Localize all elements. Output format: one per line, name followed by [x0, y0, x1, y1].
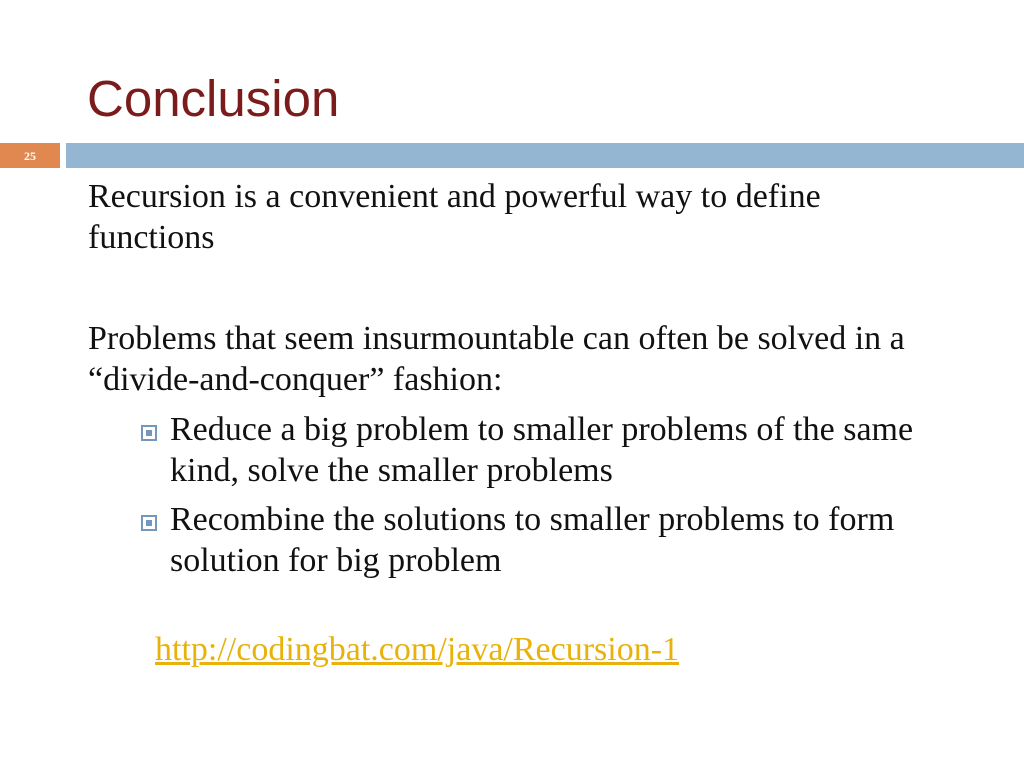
bullet-line: Recombine the solutions to smaller problems to form — [170, 501, 895, 538]
bullet-item-recombine — [170, 499, 894, 581]
paragraph-divide-and-conquer — [88, 318, 905, 400]
paragraph-line: functions — [88, 219, 215, 256]
paragraph-line: Recursion is a convenient and powerful way to define — [88, 178, 821, 215]
title-divider-bar — [66, 143, 1024, 168]
paragraph-line: Problems that seem insurmountable can often be solved in a — [88, 320, 905, 357]
bullet-line: kind, solve the smaller problems — [170, 452, 613, 489]
square-bullet-icon — [141, 425, 157, 441]
bullet-item-reduce — [170, 409, 913, 491]
square-bullet-icon — [141, 515, 157, 531]
slide-number: 25 — [24, 148, 36, 163]
bullet-line: Reduce a big problem to smaller problems of the same — [170, 411, 914, 448]
paragraph-recursion-definition — [88, 176, 821, 258]
paragraph-line: “divide-and-conquer” fashion: — [88, 361, 503, 398]
bullet-line: solution for big problem — [170, 542, 502, 579]
codingbat-link[interactable]: http://codingbat.com/java/Recursion-1 — [155, 631, 680, 668]
slide-number-badge — [0, 143, 60, 168]
slide-title: Conclusion — [87, 70, 340, 127]
